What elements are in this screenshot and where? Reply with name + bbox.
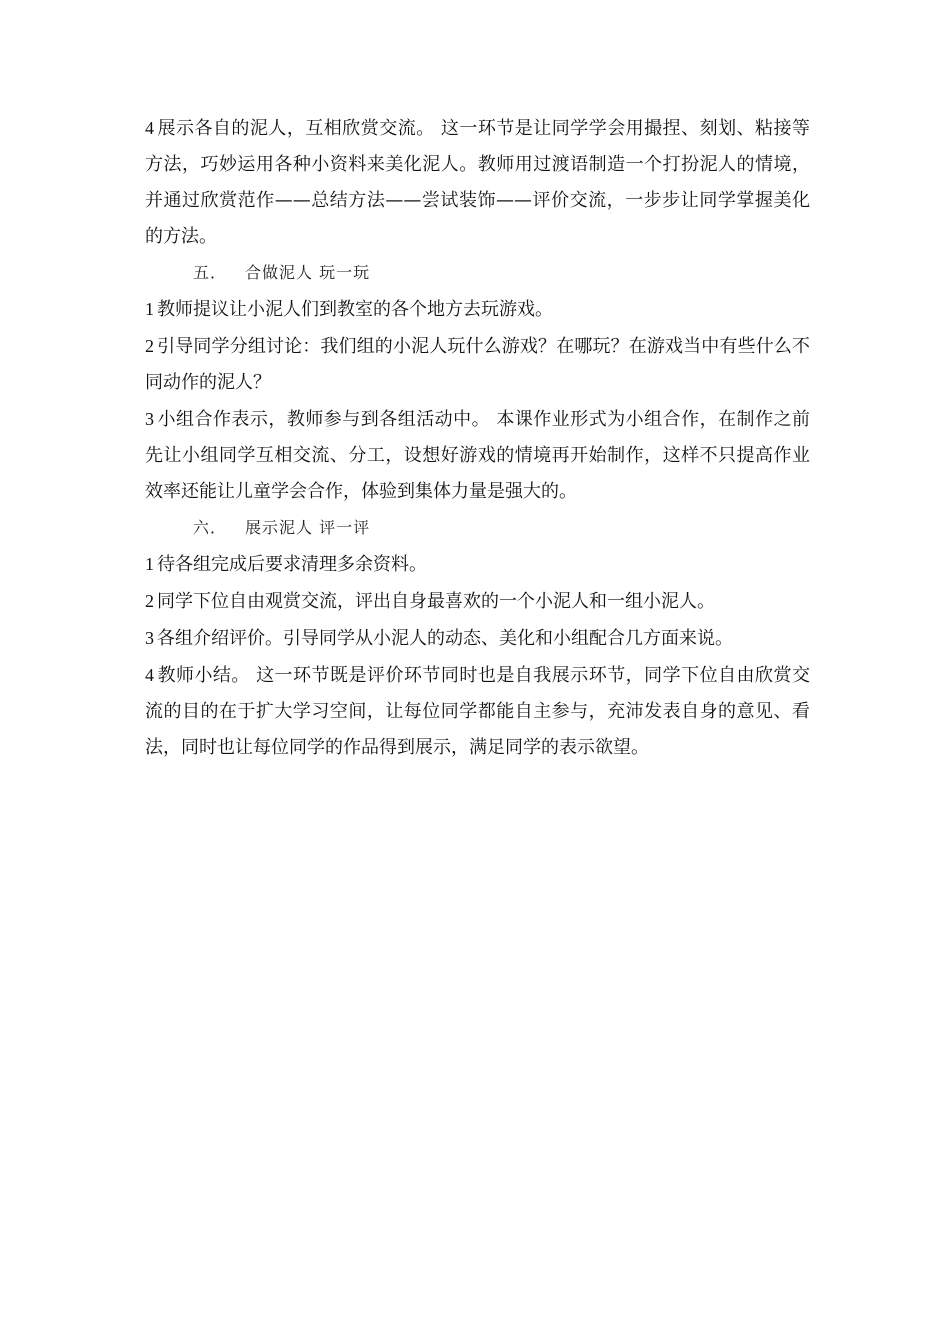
- paragraph-step-2-discuss: [145, 328, 810, 401]
- section-title: 展示泥人 评一评: [245, 518, 371, 537]
- paragraph-text: 教师小结。 这一环节既是评价环节同时也是自我展示环节，同学下位自由欣赏交流的目的在于扩大学习空间，让每位同学都能自主参与，充沛发表自身的意见、看法，同时也让每位同学的作品得到展示，满足同学的表示欲望。: [145, 665, 810, 758]
- paragraph-text: 待各组完成后要求清理多余资料。: [157, 554, 427, 575]
- document-body: [145, 110, 810, 766]
- paragraph-step-3-cooperate: [145, 401, 810, 510]
- paragraph-text: 同学下位自由观赏交流，评出自身最喜欢的一个小泥人和一组小泥人。: [157, 591, 715, 612]
- paragraph-number: 4: [145, 118, 154, 138]
- section-number: 五．: [193, 263, 228, 282]
- paragraph-text: 引导同学分组讨论：我们组的小泥人玩什么游戏？在哪玩？在游戏当中有些什么不同动作的泥人？: [145, 336, 810, 393]
- paragraph-text: 小组合作表示，教师参与到各组活动中。 本课作业形式为小组合作，在制作之前先让小组同学互相交流、分工，设想好游戏的情境再开始制作，这样不只提高作业效率还能让儿童学会合作，体验到集体力量是强大的。: [145, 409, 810, 502]
- paragraph-step-4-summary: [145, 657, 810, 766]
- paragraph-step-1-cleanup: [145, 546, 810, 583]
- section-heading-5: [145, 255, 810, 291]
- paragraph-step-1-suggest: [145, 291, 810, 328]
- paragraph-step-3-evaluate: [145, 620, 810, 657]
- paragraph-number: 4: [145, 665, 154, 685]
- paragraph-number: 3: [145, 409, 154, 429]
- paragraph-number: 3: [145, 628, 154, 648]
- section-number: 六．: [193, 518, 228, 537]
- paragraph-number: 2: [145, 591, 154, 611]
- paragraph-number: 2: [145, 336, 154, 356]
- paragraph-step-4-display: [145, 110, 810, 255]
- paragraph-number: 1: [145, 299, 154, 319]
- paragraph-number: 1: [145, 554, 154, 574]
- paragraph-text: 教师提议让小泥人们到教室的各个地方去玩游戏。: [157, 299, 553, 320]
- paragraph-step-2-observe: [145, 583, 810, 620]
- section-title: 合做泥人 玩一玩: [245, 263, 371, 282]
- section-heading-6: [145, 510, 810, 546]
- paragraph-text: 展示各自的泥人，互相欣赏交流。 这一环节是让同学学会用撮捏、刻划、粘接等方法，巧妙运用各种小资料来美化泥人。教师用过渡语制造一个打扮泥人的情境，并通过欣赏范作——总结方法——尝试装饰——评价交流，一步步让同学掌握美化的方法。: [145, 118, 810, 247]
- paragraph-text: 各组介绍评价。引导同学从小泥人的动态、美化和小组配合几方面来说。: [157, 628, 733, 649]
